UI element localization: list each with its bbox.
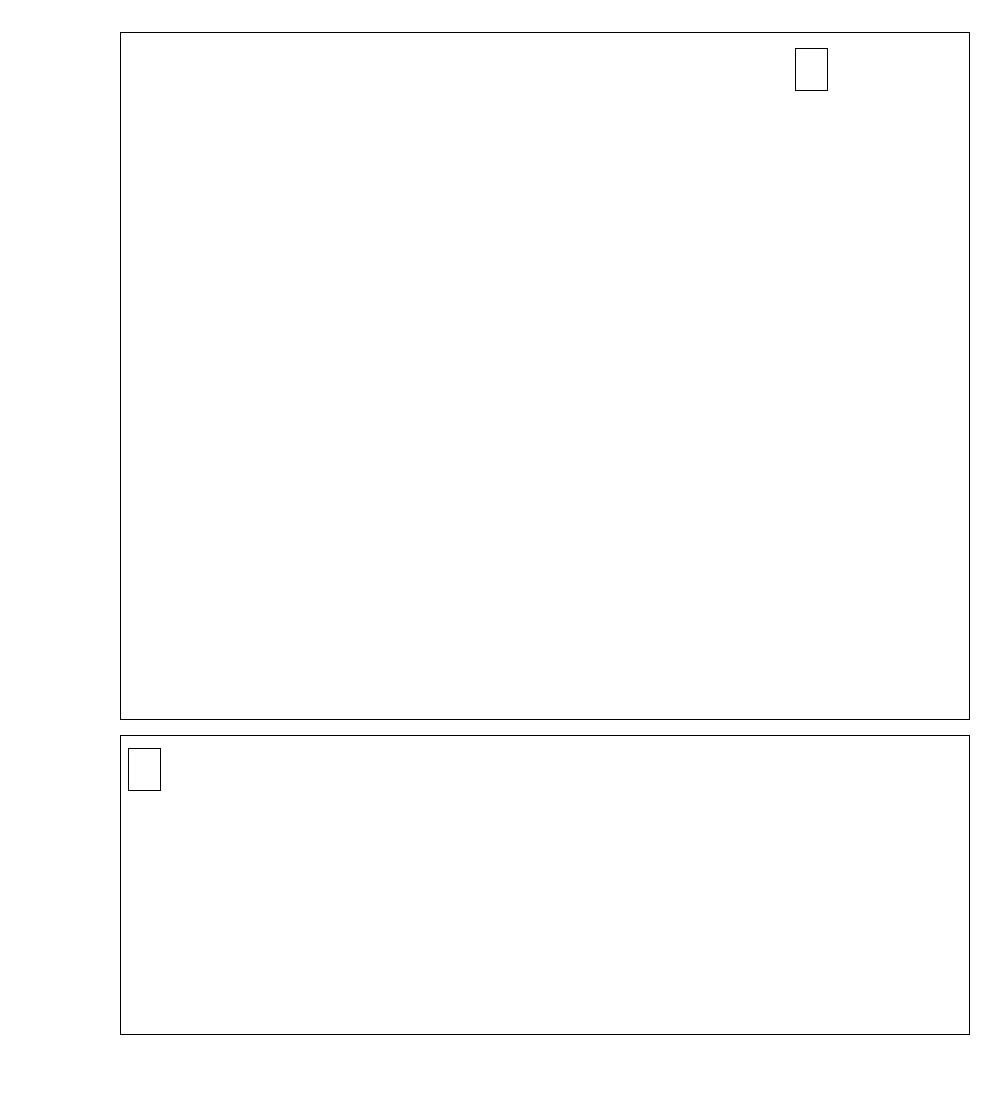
legend-item-available-ruptures bbox=[136, 754, 152, 769]
incremental-rate-chart bbox=[120, 32, 970, 720]
legend-item-participation bbox=[803, 54, 819, 69]
legend-swatch-nucleation bbox=[803, 69, 812, 84]
legend-item-nucleation bbox=[803, 69, 819, 84]
legend-bottom bbox=[128, 748, 161, 791]
legend-swatch-available bbox=[136, 754, 145, 769]
legend-swatch-participation bbox=[803, 54, 812, 69]
legend-swatch-utilized bbox=[136, 769, 145, 784]
legend-item-utilized-ruptures bbox=[136, 769, 152, 784]
plot-area-bottom bbox=[121, 736, 969, 1034]
rupture-count-chart bbox=[120, 735, 970, 1035]
plot-area-top bbox=[121, 33, 969, 719]
legend-top bbox=[795, 48, 828, 91]
